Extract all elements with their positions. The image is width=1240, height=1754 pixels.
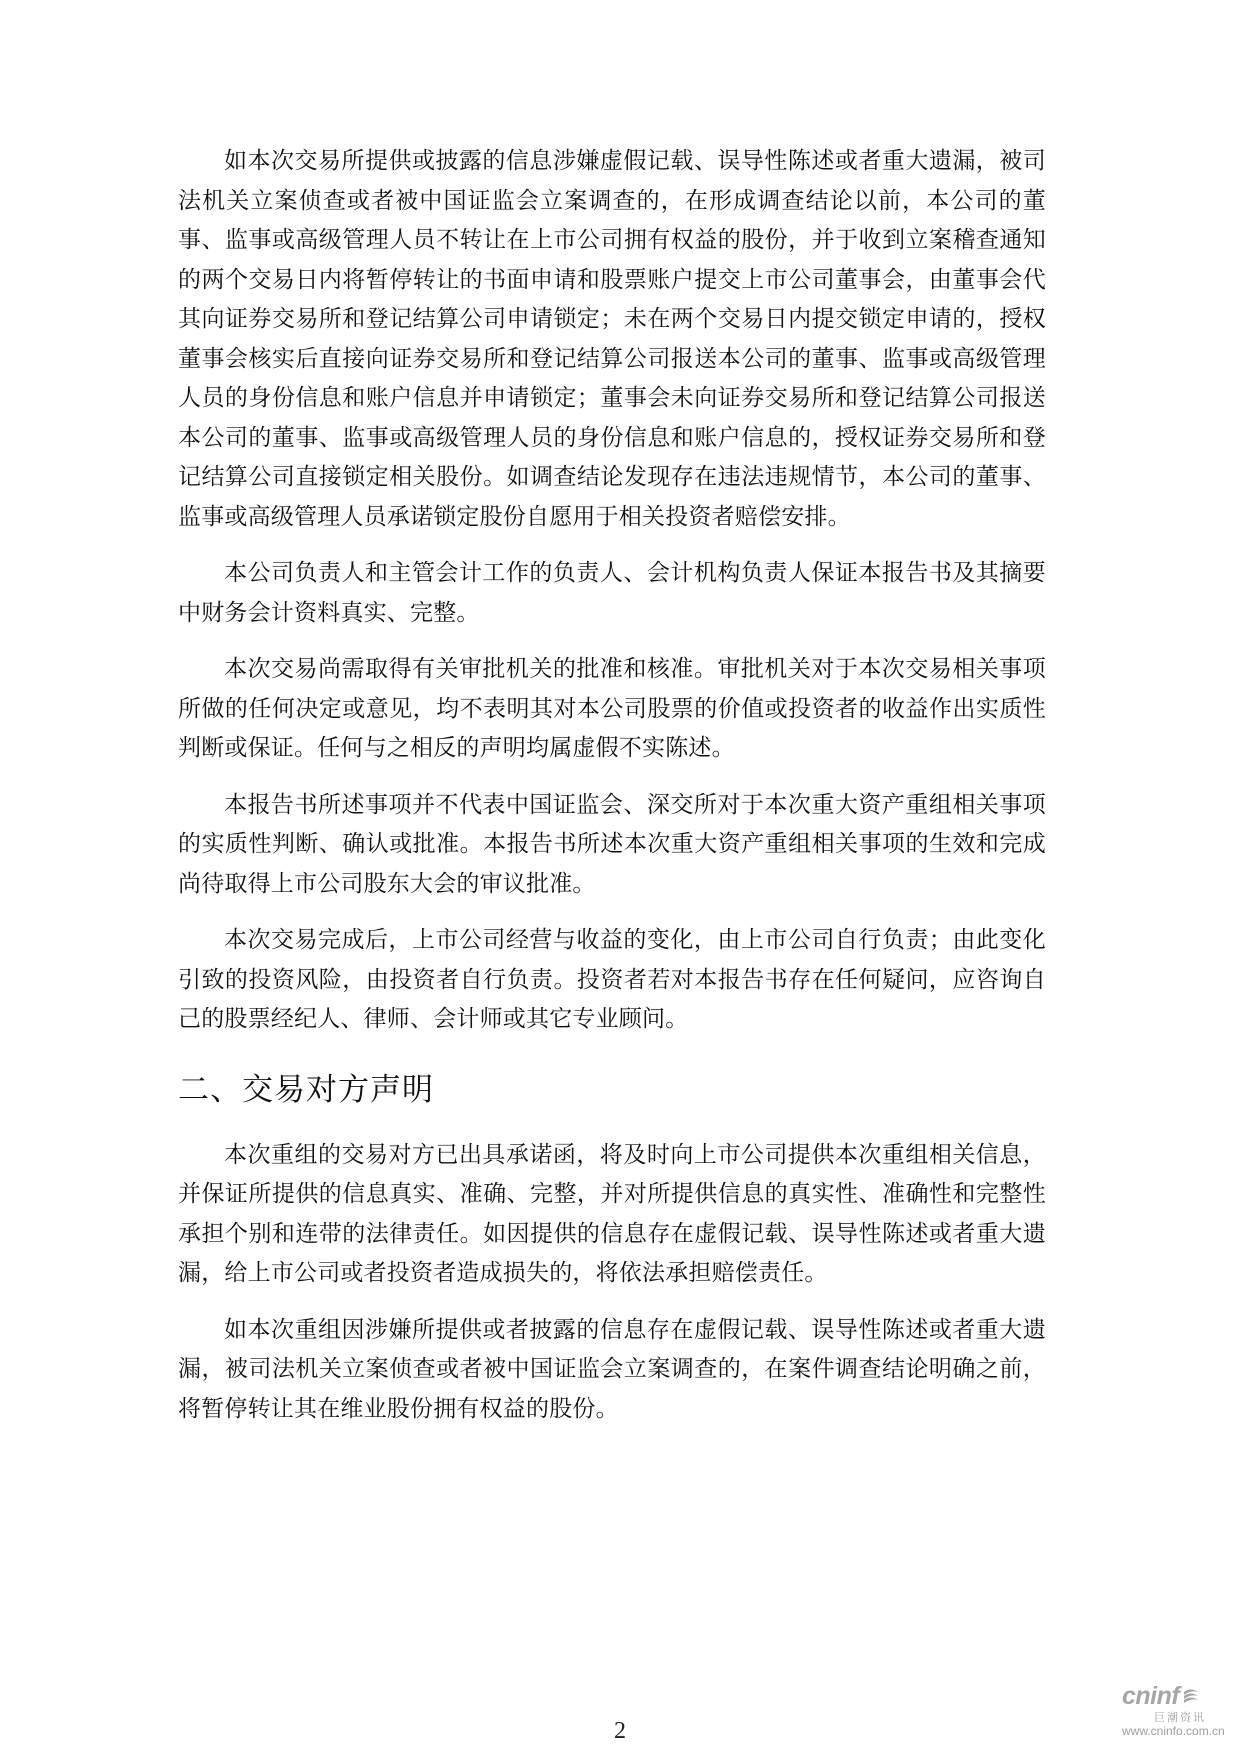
paragraph: 如本次重组因涉嫌所提供或者披露的信息存在虚假记载、误导性陈述或者重大遗漏，被司法机关立案侦查或者被中国证监会立案调查的，在案件调查结论明确之前，将暂停转让其在维业股份拥有权益的股份。: [178, 1316, 1046, 1422]
paragraph: 如本次交易所提供或披露的信息涉嫌虚假记载、误导性陈述或者重大遗漏，被司法机关立案侦查或者被中国证监会立案调查的，在形成调查结论以前，本公司的董事、监事或高级管理人员不转让在上市公司拥有权益的股份，并于收到立案稽查通知的两个交易日内将暂停转让的书面申请和股票账户提交上市公司董事会，由董事会代其向证券交易所和登记结算公司申请锁定；未在两个交易日内提交锁定申请的，授权董事会核实后直接向证券交易所和登记结算公司报送本公司的董事、监事或高级管理人员的身份信息和账户信息并申请锁定；董事会未向证券交易所和登记结算公司报送本公司的董事、监事或高级管理人员的身份信息和账户信息的，授权证券交易所和登记结算公司直接锁定相关股份。如调查结论发现存在违法违规情节，本公司的董事、监事或高级管理人员承诺锁定股份自愿用于相关投资者赔偿安排。: [178, 148, 1046, 530]
document-body: [178, 142, 1046, 1446]
paragraph: 本次交易尚需取得有关审批机关的批准和核准。审批机关对于本次交易相关事项所做的任何决定或意见，均不表明其对本公司股票的价值或投资者的收益作出实质性判断或保证。任何与之相反的声明均属虚假不实陈述。: [178, 656, 1046, 761]
watermark-cn-name: 巨潮资讯: [1154, 1712, 1206, 1724]
paragraph: 本报告书所述事项并不代表中国证监会、深交所对于本次重大资产重组相关事项的实质性判断、确认或批准。本报告书所述本次重大资产重组相关事项的生效和完成尚待取得上市公司股东大会的审议批准。: [178, 791, 1046, 897]
watermark-brand: cninf: [1122, 1681, 1180, 1710]
paragraph: 本公司负责人和主管会计工作的负责人、会计机构负责人保证本报告书及其摘要中财务会计资料真实、完整。: [178, 560, 1046, 626]
cninf-swirl-icon: [1181, 1686, 1201, 1706]
watermark-url: www.cninfo.com.cn: [1122, 1724, 1225, 1738]
paragraph: 本次重组的交易对方已出具承诺函，将及时向上市公司提供本次重组相关信息，并保证所提供的信息真实、准确、完整，并对所提供信息的真实性、准确性和完整性承担个别和连带的法律责任。如因提供的信息存在虚假记载、误导性陈述或者重大遗漏，给上市公司或者投资者造成损失的，将依法承担赔偿责任。: [178, 1141, 1046, 1286]
section-heading: 二、交易对方声明: [178, 1071, 434, 1108]
watermark-logo: [1122, 1682, 1201, 1710]
paragraph: 本次交易完成后，上市公司经营与收益的变化，由上市公司自行负责；由此变化引致的投资风险，由投资者自行负责。投资者若对本报告书存在任何疑问，应咨询自己的股票经纪人、律师、会计师或其它专业顾问。: [178, 927, 1046, 1032]
page-number: 2: [614, 1718, 626, 1744]
cninfo-watermark: [1122, 1682, 1234, 1744]
